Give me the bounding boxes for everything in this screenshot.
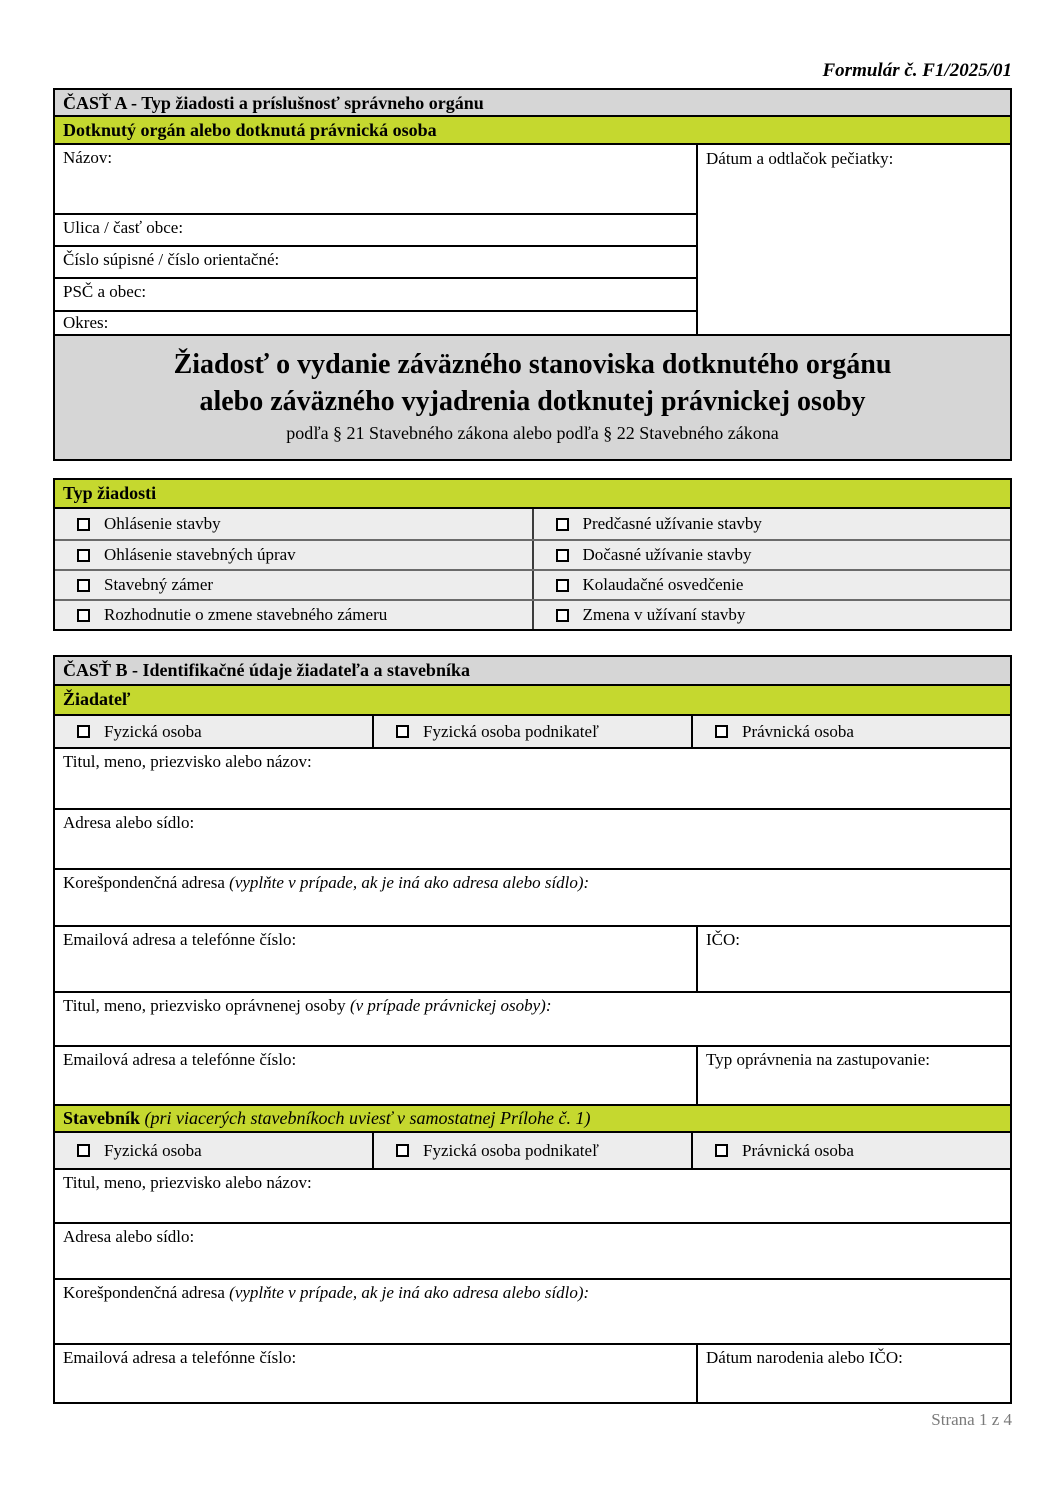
part-a-body (55, 145, 1010, 334)
option-stavebny-zamer[interactable] (55, 571, 532, 599)
applicant-address-label: Adresa alebo sídlo: (63, 813, 195, 832)
builder-birthdate-ico-field[interactable] (696, 1345, 1010, 1402)
builder-header (55, 1106, 1010, 1133)
option-label: Rozhodnutie o zmene stavebného zámeru (104, 605, 388, 624)
checkbox-icon[interactable] (77, 1144, 90, 1157)
checkbox-icon[interactable] (556, 518, 569, 531)
applicant-email-field[interactable] (55, 927, 696, 991)
builder-name-label: Titul, meno, priezvisko alebo názov: (63, 1173, 312, 1192)
option-docasne-uzivanie-stavby[interactable] (532, 541, 1011, 569)
option-label: Fyzická osoba (104, 721, 202, 741)
option-applicant-fyzicka-osoba[interactable] (55, 716, 372, 747)
applicant-rep-email-label: Emailová adresa a telefónne číslo: (63, 1050, 297, 1069)
form-number: Formulár č. F1/2025/01 (822, 60, 1012, 81)
checkbox-icon[interactable] (715, 725, 728, 738)
option-label: Fyzická osoba podnikateľ (423, 721, 599, 741)
part-b-table (53, 655, 1012, 1404)
part-a-table (53, 88, 1012, 461)
ulica-field[interactable] (55, 215, 696, 247)
checkbox-icon[interactable] (556, 609, 569, 622)
stamp-label: Dátum a odtlačok pečiatky: (706, 149, 894, 168)
builder-email-field[interactable] (55, 1345, 696, 1402)
option-ohlasenie-stavby[interactable] (55, 509, 532, 539)
option-label: Kolaudačné osvedčenie (582, 575, 744, 594)
checkbox-icon[interactable] (77, 549, 90, 562)
builder-address-field[interactable] (55, 1224, 1010, 1280)
applicant-person-type-row (55, 716, 1010, 749)
option-builder-fyzicka-osoba-podnikatel[interactable] (372, 1133, 691, 1168)
form-title-line2: alebo záväzného vyjadrenia dotknutej právnickej osoby (199, 386, 866, 417)
checkbox-icon[interactable] (556, 579, 569, 592)
applicant-mailing-label: Korešpondenčná adresa (63, 873, 230, 892)
applicant-ico-field[interactable] (696, 927, 1010, 991)
checkbox-icon[interactable] (77, 579, 90, 592)
applicant-mailing-address-field[interactable] (55, 870, 1010, 927)
builder-header-label: Stavebník (63, 1108, 145, 1128)
okres-label: Okres: (63, 313, 109, 332)
page-number: Strana 1 z 4 (931, 1410, 1012, 1429)
builder-address-label: Adresa alebo sídlo: (63, 1227, 195, 1246)
ulica-label: Ulica / časť obce: (63, 218, 184, 237)
builder-birthdate-ico-label: Dátum narodenia alebo IČO: (706, 1348, 903, 1367)
stamp-field[interactable] (696, 145, 1010, 334)
applicant-rep-note: (v prípade právnickej osoby): (349, 996, 552, 1015)
option-predcasne-uzivanie-stavby[interactable] (532, 509, 1011, 539)
builder-person-type-row (55, 1133, 1010, 1170)
option-label: Fyzická osoba (104, 1140, 202, 1160)
applicant-contact-row (55, 927, 1010, 993)
applicant-address-field[interactable] (55, 810, 1010, 870)
option-rozhodnutie-o-zmene-zameru[interactable] (55, 601, 532, 629)
option-label: Fyzická osoba podnikateľ (423, 1140, 599, 1160)
builder-name-field[interactable] (55, 1170, 1010, 1224)
applicant-header: Žiadateľ (55, 686, 1010, 716)
applicant-name-field[interactable] (55, 749, 1010, 810)
option-label: Ohlásenie stavebných úprav (104, 545, 296, 564)
option-label: Zmena v užívaní stavby (582, 605, 746, 624)
applicant-email-label: Emailová adresa a telefónne číslo: (63, 930, 297, 949)
part-a-header: ČASŤ A - Typ žiadosti a príslušnosť správneho orgánu (55, 90, 1010, 117)
checkbox-icon[interactable] (396, 1144, 409, 1157)
checkbox-icon[interactable] (77, 518, 90, 531)
option-label: Ohlásenie stavby (104, 514, 221, 533)
option-label: Predčasné užívanie stavby (582, 514, 762, 533)
option-label: Právnická osoba (742, 1140, 854, 1160)
cislo-supisne-field[interactable] (55, 247, 696, 279)
checkbox-icon[interactable] (715, 1144, 728, 1157)
cislo-supisne-label: Číslo súpisné / číslo orientačné: (63, 250, 280, 269)
builder-email-label: Emailová adresa a telefónne číslo: (63, 1348, 297, 1367)
form-title-line1: Žiadosť o vydanie záväzného stanoviska dotknutého orgánu (173, 349, 892, 380)
applicant-rep-label: Titul, meno, priezvisko oprávnenej osoby (63, 996, 350, 1015)
option-label: Stavebný zámer (104, 575, 214, 594)
checkbox-icon[interactable] (77, 609, 90, 622)
part-b-header: ČASŤ B - Identifikačné údaje žiadateľa a stavebníka (55, 657, 1010, 686)
part-a-entity-header: Dotknutý orgán alebo dotknutá právnická osoba (55, 117, 1010, 145)
builder-header-note: (pri viacerých stavebníkoch uviesť v samostatnej Prílohe č. 1) (144, 1108, 591, 1128)
form-title-block (55, 334, 1010, 459)
nazov-label: Názov: (63, 148, 113, 167)
builder-contact-row (55, 1345, 1010, 1402)
request-type-header: Typ žiadosti (55, 480, 1010, 509)
checkbox-icon[interactable] (556, 549, 569, 562)
applicant-rep-email-field[interactable] (55, 1047, 696, 1104)
part-a-left-column (55, 145, 696, 334)
builder-mailing-label: Korešpondenčná adresa (63, 1283, 230, 1302)
nazov-field[interactable] (55, 145, 696, 215)
option-applicant-pravnicka-osoba[interactable] (691, 716, 1010, 747)
option-builder-pravnicka-osoba[interactable] (691, 1133, 1010, 1168)
builder-mailing-note: (vyplňte v prípade, ak je iná ako adresa alebo sídlo): (229, 1283, 590, 1302)
psc-obec-label: PSČ a obec: (63, 282, 147, 301)
okres-field[interactable] (55, 312, 696, 334)
option-builder-fyzicka-osoba[interactable] (55, 1133, 372, 1168)
applicant-mailing-note: (vyplňte v prípade, ak je iná ako adresa alebo sídlo): (229, 873, 590, 892)
applicant-rep-auth-label: Typ oprávnenia na zastupovanie: (706, 1050, 930, 1069)
option-label: Dočasné užívanie stavby (582, 545, 752, 564)
request-type-table (53, 478, 1012, 631)
option-zmena-v-uzivani-stavby[interactable] (532, 601, 1011, 629)
option-kolaudacne-osvedcenie[interactable] (532, 571, 1011, 599)
applicant-name-label: Titul, meno, priezvisko alebo názov: (63, 752, 312, 771)
applicant-representative-field[interactable] (55, 993, 1010, 1047)
psc-obec-field[interactable] (55, 279, 696, 312)
option-applicant-fyzicka-osoba-podnikatel[interactable] (372, 716, 691, 747)
checkbox-icon[interactable] (77, 725, 90, 738)
form-title-subtitle: podľa § 21 Stavebného zákona alebo podľa § 22 Stavebného zákona (286, 423, 779, 443)
checkbox-icon[interactable] (396, 725, 409, 738)
option-label: Právnická osoba (742, 721, 854, 741)
option-ohlasenie-stavebnych-uprav[interactable] (55, 541, 532, 569)
builder-mailing-address-field[interactable] (55, 1280, 1010, 1345)
applicant-rep-contact-row (55, 1047, 1010, 1106)
applicant-rep-authorization-field[interactable] (696, 1047, 1010, 1104)
applicant-ico-label: IČO: (706, 930, 740, 949)
